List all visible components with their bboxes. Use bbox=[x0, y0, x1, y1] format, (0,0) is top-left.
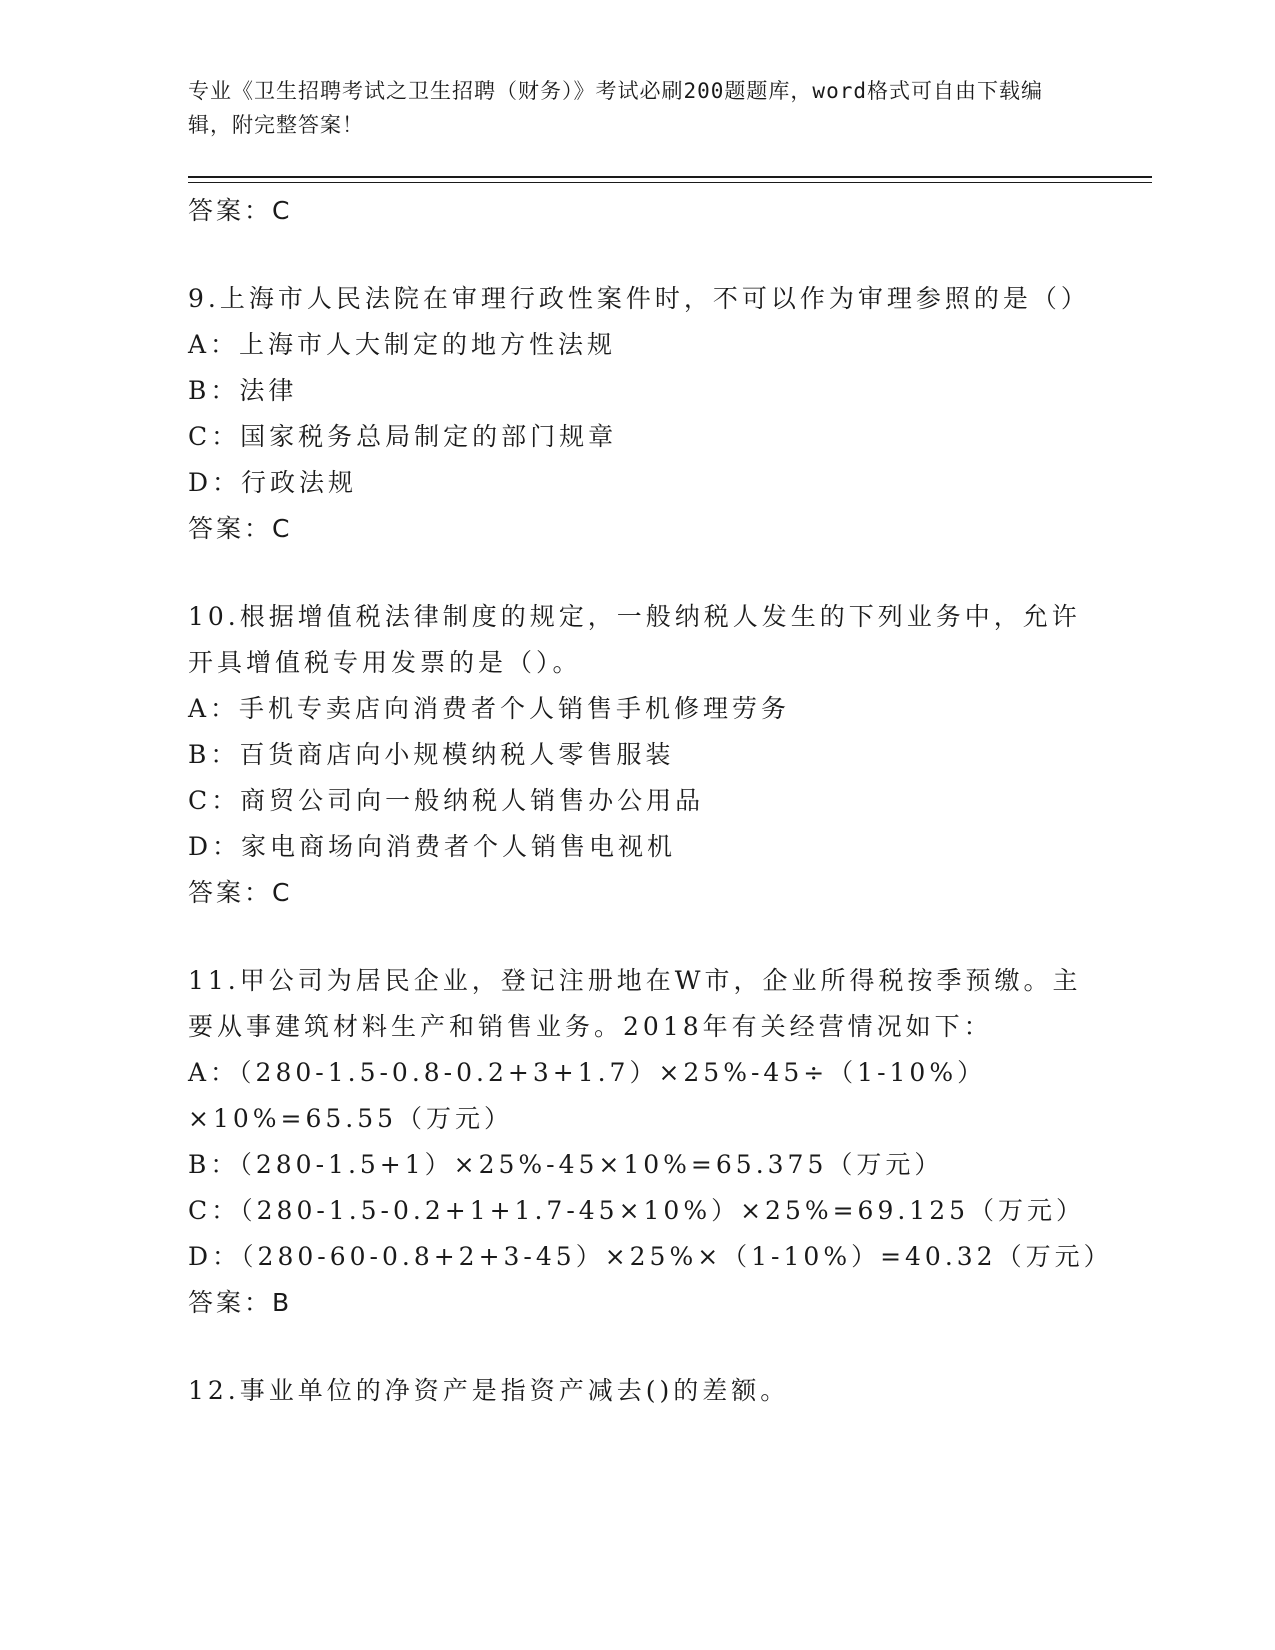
option-c: C：国家税务总局制定的部门规章 bbox=[188, 422, 618, 451]
previous-answer-block bbox=[188, 188, 1088, 234]
question-title: 10.根据增值税法律制度的规定，一般纳税人发生的下列业务中，允许开具增值税专用发票的是（）。 bbox=[188, 602, 1081, 677]
option-a: A：上海市人大制定的地方性法规 bbox=[188, 330, 617, 359]
option-d: D：（280-60-0.8+2+3-45）×25%×（1-10%）=40.32（万元） bbox=[188, 1242, 1113, 1271]
answer-line: 答案：C bbox=[188, 514, 293, 543]
question-title: 11.甲公司为居民企业，登记注册地在W市，企业所得税按季预缴。主要从事建筑材料生产和销售业务。2018年有关经营情况如下： bbox=[188, 966, 1082, 1041]
answer-line: 答案：B bbox=[188, 1288, 293, 1317]
answer-line: 答案：C bbox=[188, 196, 293, 225]
option-a: A：（280-1.5-0.8-0.2+3+1.7）×25%-45÷（1-10%）×10%=65.55（万元） bbox=[188, 1058, 987, 1133]
question-11 bbox=[188, 958, 1113, 1326]
answer-line: 答案：C bbox=[188, 878, 293, 907]
option-c: C：（280-1.5-0.2+1+1.7-45×10%）×25%=69.125（万元） bbox=[188, 1196, 1086, 1225]
option-a: A：手机专卖店向消费者个人销售手机修理劳务 bbox=[188, 694, 791, 723]
question-title: 9.上海市人民法院在审理行政性案件时，不可以作为审理参照的是（） bbox=[188, 284, 1090, 313]
question-title: 12.事业单位的净资产是指资产减去()的差额。 bbox=[188, 1376, 790, 1405]
option-d: D：家电商场向消费者个人销售电视机 bbox=[188, 832, 677, 861]
option-b: B：（280-1.5+1）×25%-45×10%=65.375（万元） bbox=[188, 1150, 944, 1179]
header-rule-thick bbox=[188, 176, 1152, 178]
document-header: 专业《卫生招聘考试之卫生招聘（财务）》考试必刷200题题库，word格式可自由下载编辑，附完整答案！ bbox=[188, 79, 1043, 137]
question-10 bbox=[188, 594, 1088, 916]
option-d: D：行政法规 bbox=[188, 468, 358, 497]
question-9 bbox=[188, 276, 1088, 552]
option-c: C：商贸公司向一般纳税人销售办公用品 bbox=[188, 786, 705, 815]
option-b: B：法律 bbox=[188, 376, 298, 405]
question-list bbox=[188, 188, 1113, 1456]
header-rule-thin bbox=[188, 182, 1152, 183]
option-b: B：百货商店向小规模纳税人零售服装 bbox=[188, 740, 675, 769]
question-12 bbox=[188, 1368, 1088, 1414]
